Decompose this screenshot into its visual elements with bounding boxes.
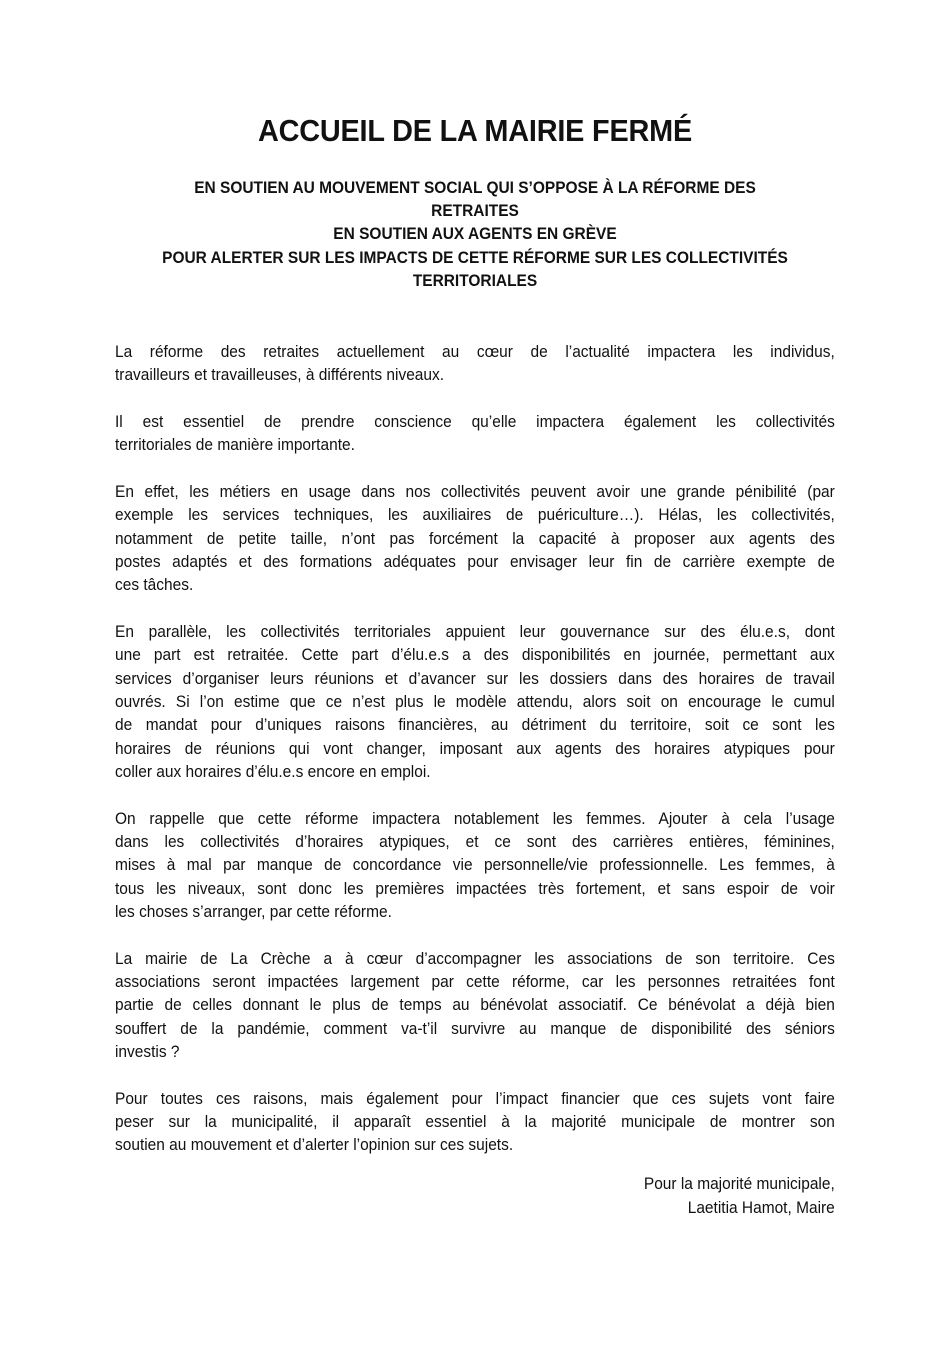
paragraph-line: soutien au mouvement et d’alerter l’opinion sur ces sujets.	[115, 1135, 514, 1155]
paragraph-line: En effet, les métiers en usage dans nos collectivités peuvent avoir une grande pénibilité (par	[115, 482, 835, 502]
paragraph-line: travailleurs et travailleuses, à différents niveaux.	[115, 365, 445, 385]
paragraph-line: Pour toutes ces raisons, mais également pour l’impact financier que ces sujets vont faire	[115, 1088, 835, 1108]
paragraph-line: les choses s’arranger, par cette réforme.	[115, 901, 392, 921]
paragraph-women	[115, 807, 835, 923]
document-title: ACCUEIL DE LA MAIRIE FERMÉ	[257, 113, 693, 148]
paragraph-line: dans les collectivités d’horaires atypiques, et ce sont des carrières entières, féminines,	[115, 832, 835, 852]
paragraph-line: investis ?	[115, 1041, 180, 1061]
paragraph-line: ces tâches.	[115, 575, 194, 595]
paragraph-intro	[115, 340, 835, 387]
paragraph-line: territoriales de manière importante.	[115, 435, 355, 455]
signature-line-affiliation: Pour la majorité municipale,	[644, 1174, 835, 1193]
paragraph-line: associations seront impactées largement par cette réforme, car les personnes retraitées font	[115, 972, 835, 992]
paragraph-line: services d’organiser leurs réunions et d’avancer sur les dossiers dans des horaires de travail	[115, 668, 835, 688]
paragraph-line: peser sur la municipalité, il apparaît essentiel à la majorité municipale de montrer son	[115, 1112, 835, 1132]
paragraph-line: mises à mal par manque de concordance vie personnelle/vie professionnelle. Les femmes, à	[115, 855, 835, 875]
paragraph-line: partie de celles donnant le plus de temps au bénévolat associatif. Ce bénévolat a déjà bien	[115, 995, 835, 1015]
paragraph-line: tous les niveaux, sont donc les premières impactées très fortement, et sans espoir de voir	[115, 878, 835, 898]
paragraph-hardship	[115, 480, 835, 596]
paragraph-line: notamment de petite taille, n’ont pas forcément la capacité à proposer aux agents des	[115, 528, 835, 548]
subtitle-line: RETRAITES	[431, 201, 519, 221]
paragraph-associations	[115, 947, 835, 1063]
subtitle-line: EN SOUTIEN AU MOUVEMENT SOCIAL QUI S’OPPOSE À LA RÉFORME DES	[194, 178, 756, 197]
signature-block	[625, 1172, 835, 1219]
paragraph-line: horaires de réunions qui vont changer, imposant aux agents des horaires atypiques pour	[115, 738, 835, 758]
paragraph-line: une part est retraitée. Cette part d’élu.e.s a des disponibilités en journée, permettant aux	[115, 645, 835, 665]
paragraph-line: de mandat pour d’uniques raisons financières, au détriment du territoire, soit ce sont les	[115, 715, 835, 735]
signature-line-name: Laetitia Hamot, Maire	[687, 1197, 835, 1217]
document-subtitle	[115, 176, 835, 292]
paragraph-conclusion	[115, 1087, 835, 1157]
paragraph-line: La réforme des retraites actuellement au cœur de l’actualité impactera les individus,	[115, 342, 835, 361]
paragraph-line: Il est essentiel de prendre conscience qu’elle impactera également les collectivités	[115, 412, 835, 432]
subtitle-line: EN SOUTIEN AUX AGENTS EN GRÈVE	[333, 224, 617, 244]
paragraph-line: exemple les services techniques, les auxiliaires de puériculture…). Hélas, les collectivités,	[115, 505, 835, 525]
paragraph-governance	[115, 620, 835, 783]
paragraph-line: On rappelle que cette réforme impactera notablement les femmes. Ajouter à cela l’usage	[115, 808, 835, 828]
subtitle-line: POUR ALERTER SUR LES IMPACTS DE CETTE RÉFORME SUR LES COLLECTIVITÉS	[162, 247, 788, 267]
paragraph-line: En parallèle, les collectivités territoriales appuient leur gouvernance sur des élu.e.s, dont	[115, 622, 835, 642]
paragraph-line: postes adaptés et des formations adéquates pour envisager leur fin de carrière exempte de	[115, 552, 835, 572]
paragraph-line: souffert de la pandémie, comment va-t’il survivre au manque de disponibilité des séniors	[115, 1018, 835, 1038]
paragraph-line: La mairie de La Crèche a à cœur d’accompagner les associations de son territoire. Ces	[115, 948, 835, 968]
document-body	[115, 340, 835, 1180]
paragraph-awareness	[115, 410, 835, 457]
paragraph-line: ouvrés. Si l’on estime que ce n’est plus le modèle attendu, alors soit on encourage le cumul	[115, 692, 835, 712]
subtitle-line: TERRITORIALES	[412, 270, 538, 290]
paragraph-line: coller aux horaires d’élu.e.s encore en emploi.	[115, 761, 431, 781]
